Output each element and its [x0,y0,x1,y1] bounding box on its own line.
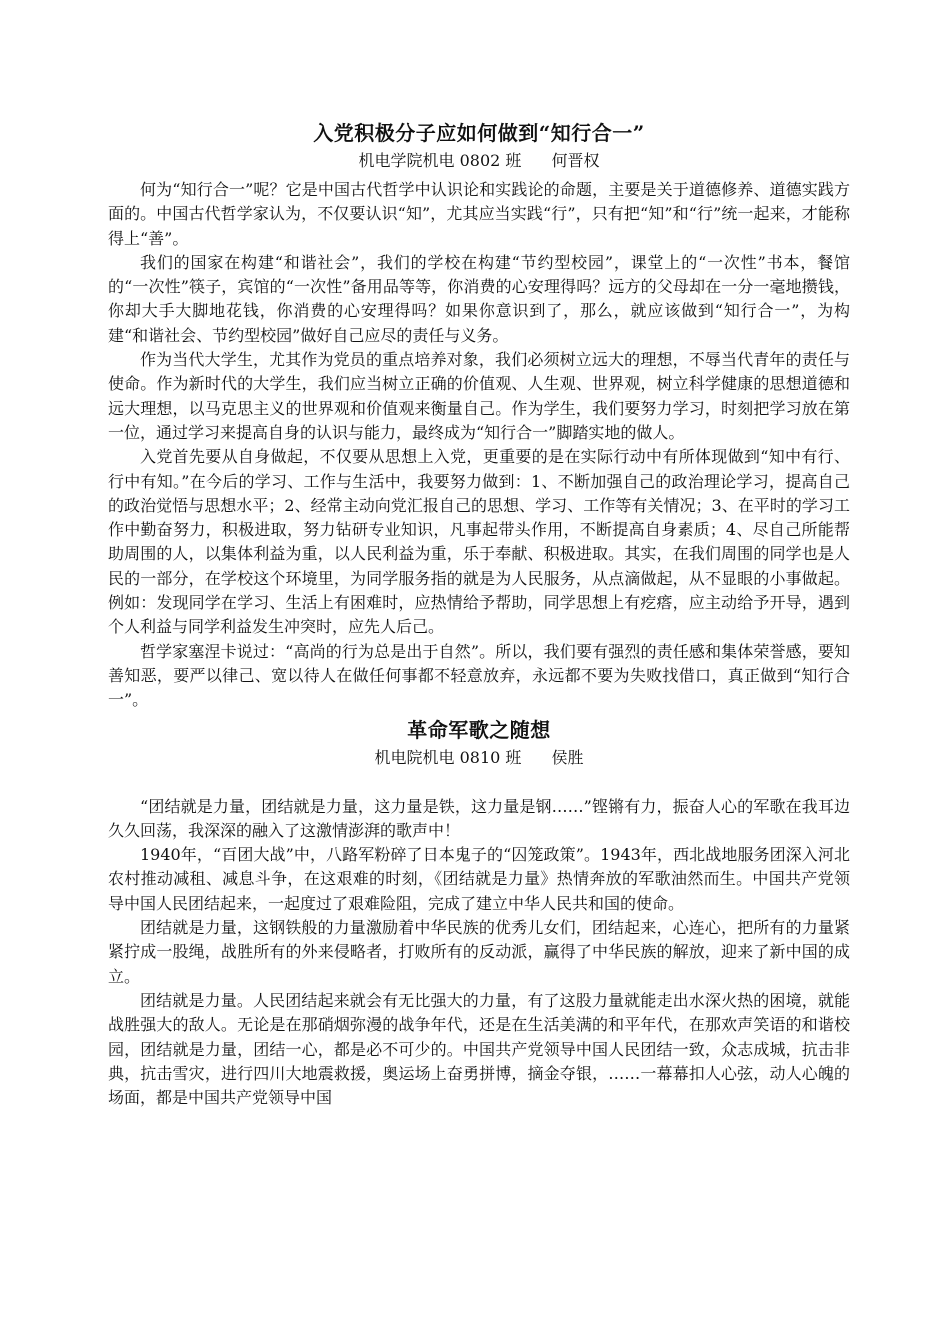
paragraph: 何为“知行合一”呢？它是中国古代哲学中认识论和实践论的命题，主要是关于道德修养、道德实践方面的。中国古代哲学家认为，不仅要认识“知”，尤其应当实践“行”，只有把“知”和“行”统一起来，才能称得上“善”。 [108,180,850,248]
author-class: 机电院机电 0810 班 [374,747,522,767]
document-page [108,118,850,1110]
author-name: 何晋权 [551,151,600,170]
article-title: 入党积极分子应如何做到“知行合一” [313,121,645,145]
paragraph: “团结就是力量，团结就是力量，这力量是铁，这力量是钢……”铿锵有力，振奋人心的军歌在我耳边久久回荡，我深深的融入了这激情澎湃的歌声中！ [108,796,850,840]
author-name: 侯胜 [551,747,584,767]
article-byline [108,745,850,771]
author-class: 机电学院机电 0802 班 [358,151,522,170]
article-knowledge-action [108,118,850,713]
paragraph: 哲学家塞涅卡说过：“高尚的行为总是出于自然”。所以，我们要有强烈的责任感和集体荣誉感，要知善知恶，要严以律己、宽以待人在做任何事都不轻意放弃，永远都不要为失败找借口，真正做到“知行合一”。 [108,641,850,710]
paragraph: 我们的国家在构建“和谐社会”，我们的学校在构建“节约型校园”，课堂上的“一次性”书本，餐馆的“一次性”筷子，宾馆的“一次性”备用品等等，你消费的心安理得吗？远方的父母却在一分一毫地攒钱，你却大手大脚地花钱，你消费的心安理得吗？如果你意识到了，那么，就应该做到“知行合一”，为构建“和谐社会、节约型校园”做好自己应尽的责任与义务。 [108,252,850,345]
paragraph: 团结就是力量。人民团结起来就会有无比强大的力量，有了这股力量就能走出水深火热的困境，就能战胜强大的敌人。无论是在那硝烟弥漫的战争年代，还是在生活美满的和平年代，在那欢声笑语的和谐校园，团结就是力量，团结一心，都是必不可少的。中国共产党领导中国人民团结一致，众志成城，抗击非典，抗击雪灾，进行四川大地震救援，奥运场上奋勇拼博，摘金夺银，……一幕幕扣人心弦，动人心魄的场面，都是中国共产党领导中国 [108,990,850,1108]
article-byline [108,148,850,174]
paragraph: 团结就是力量，这钢铁般的力量激励着中华民族的优秀儿女们，团结起来，心连心，把所有的力量紧紧拧成一股绳，战胜所有的外来侵略者，打败所有的反动派，赢得了中华民族的解放，迎来了新中国的成立。 [108,918,850,986]
article-army-song [108,715,850,1111]
article-title: 革命军歌之随想 [407,717,551,742]
paragraph: 1940年，“百团大战”中，八路军粉碎了日本鬼子的“囚笼政策”。1943年，西北战地服务团深入河北农村推动减租、减息斗争，在这艰难的时刻，《团结就是力量》热情奔放的军歌油然而生。中国共产党领导中国人民团结起来，一起度过了艰难险阻，完成了建立中华人民共和国的使命。 [108,845,850,913]
paragraph: 作为当代大学生，尤其作为党员的重点培养对象，我们必须树立远大的理想，不辱当代青年的责任与使命。作为新时代的大学生，我们应当树立正确的价值观、人生观、世界观，树立科学健康的思想道德和远大理想，以马克思主义的世界观和价值观来衡量自己。作为学生，我们要努力学习，时刻把学习放在第一位，通过学习来提高自身的认识与能力，最终成为“知行合一”脚踏实地的做人。 [108,350,850,442]
paragraph: 入党首先要从自身做起，不仅要从思想上入党，更重要的是在实际行动中有所体现做到“知中有行、行中有知。”在今后的学习、工作与生活中，我要努力做到：1、不断加强自己的政治理论学习，提高自己的政治觉悟与思想水平；2、经常主动向党汇报自己的思想、学习、工作等有关情况；3、在平时的学习工作中勤奋努力，积极进取，努力钻研专业知识，凡事起带头作用，不断提高自身素质；4、尽自己所能帮助周围的人，以集体利益为重，以人民利益为重，乐于奉献、积极进取。其实，在我们周围的同学也是人民的一部分，在学校这个环境里，为同学服务指的就是为人民服务，从点滴做起，从不显眼的小事做起。例如：发现同学在学习、生活上有困难时，应热情给予帮助，同学思想上有疙瘩，应主动给予开导，遇到个人利益与同学利益发生冲突时，应先人后己。 [108,447,850,637]
